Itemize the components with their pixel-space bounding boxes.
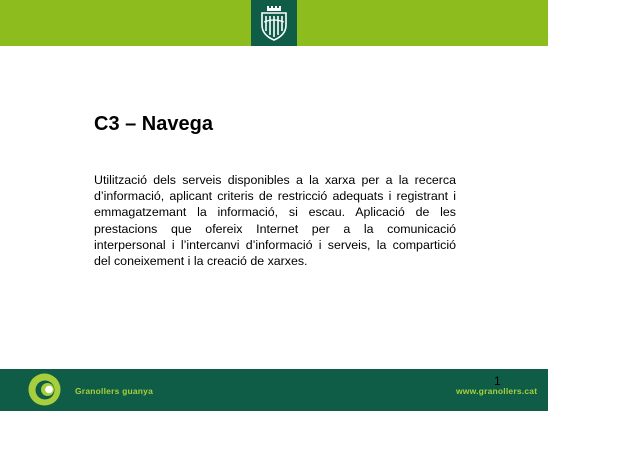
coat-of-arms-icon xyxy=(251,0,297,46)
slide-body-text: Utilització dels serveis disponibles a la xarxa per a la recerca d’informació, aplicant criteris de restricció adequats i registrant i emmagatzemant la informació, si escau. Aplicació de les prestacions que ofereix Internet per a la comunicació interpersonal i l’intercanvi d’informació i serveis, la compartició del coneixement i la creació de xarxes. xyxy=(94,173,456,269)
page-number: 1 xyxy=(494,374,501,388)
slide-title: C3 – Navega xyxy=(94,113,213,135)
crest-box xyxy=(251,0,297,46)
granollers-logo-icon xyxy=(28,373,61,406)
footer-brand-text: Granollers guanya xyxy=(75,386,154,396)
footer-website-link[interactable]: www.granollers.cat xyxy=(456,386,538,396)
